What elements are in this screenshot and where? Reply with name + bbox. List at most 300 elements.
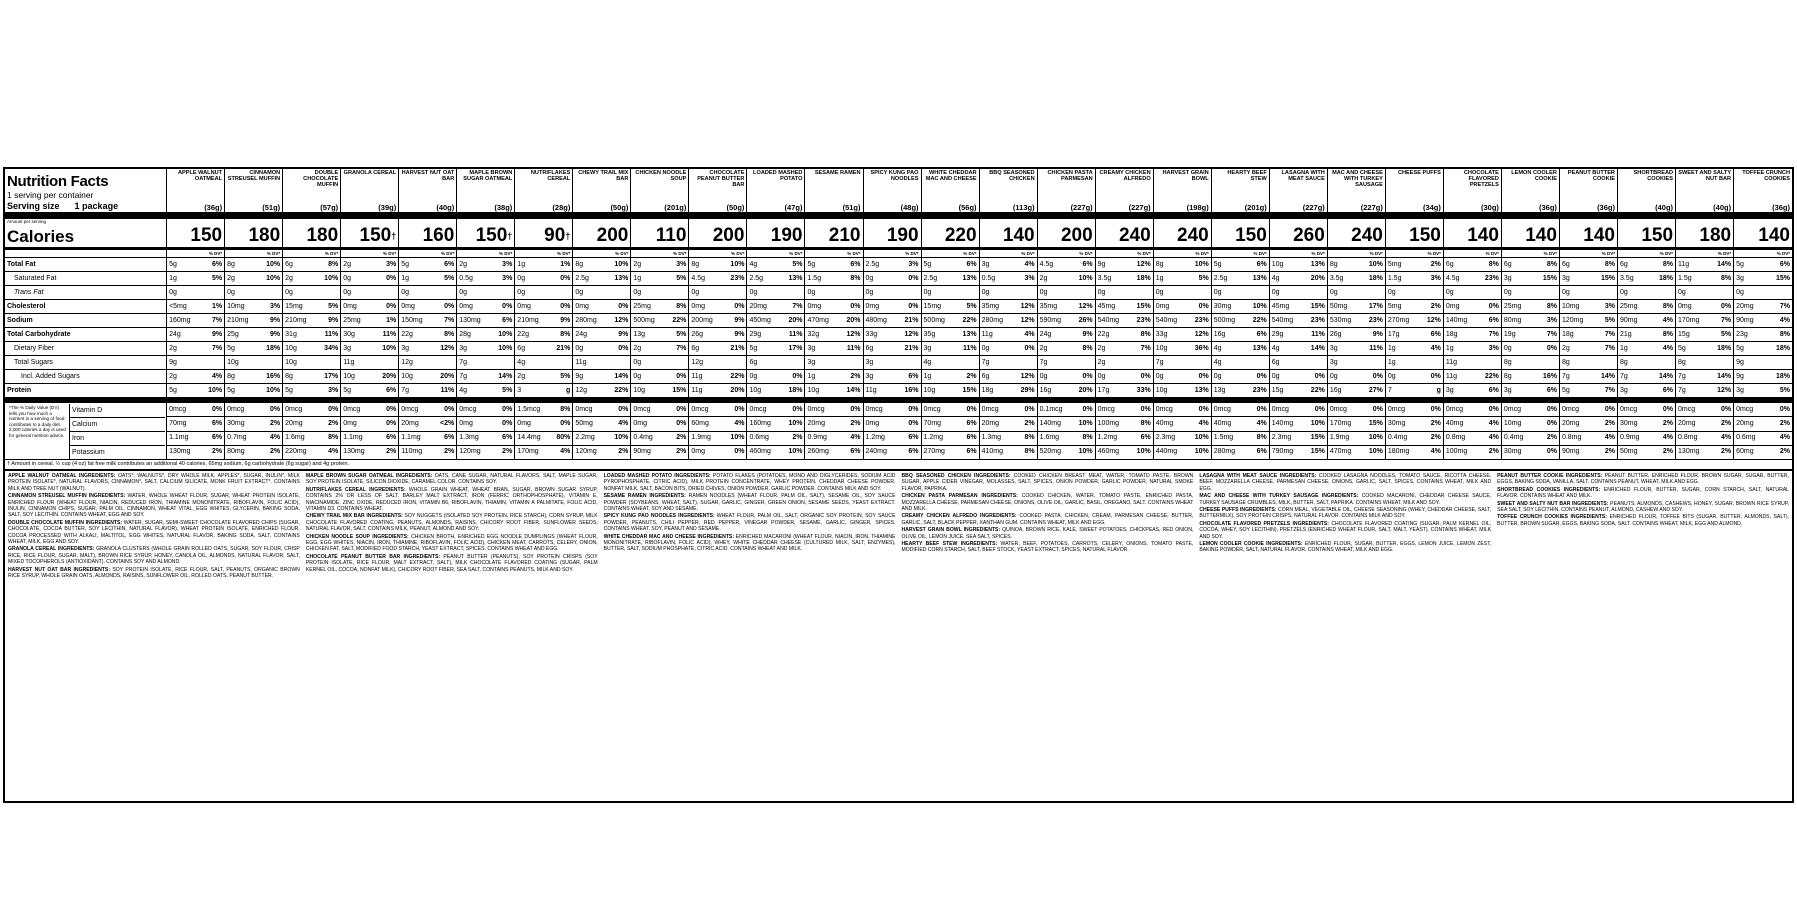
potassium-amount: 60mg [1734, 445, 1767, 459]
product-name-sesame-ramen: SESAME RAMEN [805, 169, 863, 190]
dietary-fiber-amount: 10g [1153, 342, 1186, 356]
total-fat-amount: 5g [921, 258, 954, 272]
total-sugars-dv [316, 356, 341, 370]
calcium-amount: 20mg [1676, 417, 1709, 431]
potassium-amount: 440mg [1153, 445, 1186, 459]
total-sugars-dv [200, 356, 225, 370]
iron-dv: 2% [664, 431, 689, 445]
iron-dv: 2% [1534, 431, 1559, 445]
total-sugars-amount: 6g [1269, 356, 1302, 370]
total-carbohydrate-amount: 35g [921, 328, 954, 342]
vitamin-d-dv: 0% [1708, 403, 1733, 417]
total-sugars-dv [1592, 356, 1617, 370]
vitamin-d-dv: 0% [1592, 403, 1617, 417]
trans-fat-amount: 0g [1269, 286, 1302, 300]
cholesterol-amount: 0mg [1153, 300, 1186, 314]
potassium-dv: 2% [606, 445, 631, 459]
total-sugars-dv [374, 356, 399, 370]
sodium-dv: 23% [1186, 314, 1211, 328]
sodium-amount: 90mg [1617, 314, 1650, 328]
calories-number: 90 [544, 225, 566, 246]
label-total-sugars: Total Sugars [5, 356, 167, 370]
ingredient-title: NUTRIFLAKES CEREAL INGREDIENTS: [305, 486, 406, 493]
vitamin-d-dv: 0% [1418, 403, 1443, 417]
added-sugars-dv: 5% [548, 370, 573, 384]
dv-header: % DV* [1095, 250, 1153, 258]
added-sugars-amount: 8g [283, 370, 316, 384]
ingredient-text: COOKED LASAGNA NOODLES, TOMATO SAUCE, RICOTTA CHEESE, BEEF, MOZZARELLA CHEESE, PARMESAN CHEESE, ONIONS, GARLIC, SALT, SPICES. CONTAINS WHEAT, MILK AND EGG. [1199, 473, 1492, 492]
dietary-fiber-dv: 7% [1592, 342, 1617, 356]
cholesterol-dv: 0% [722, 300, 747, 314]
added-sugars-dv: 14% [1650, 370, 1675, 384]
total-carbohydrate-dv: 9% [606, 328, 631, 342]
iron-amount: 1.9mg [1327, 431, 1360, 445]
dietary-fiber-amount: 0g [1501, 342, 1534, 356]
vitamin-d-dv: 0% [1070, 403, 1095, 417]
protein-dv: 6% [374, 384, 399, 398]
trans-fat-amount: 0g [515, 286, 548, 300]
calcium-dv: 6% [954, 417, 979, 431]
ingredient-statement [1497, 501, 1789, 514]
sodium-dv: 12% [1012, 314, 1037, 328]
iron-amount: 14.4mg [515, 431, 548, 445]
cholesterol-amount: 0mg [689, 300, 722, 314]
vitamin-d-dv: 0% [1012, 403, 1037, 417]
amount-per-serving: Amount per serving [7, 219, 47, 224]
calories-value: 140 [1443, 225, 1501, 247]
ingredient-title: HEARTY BEEF STEW INGREDIENTS: [901, 541, 998, 548]
ingredient-statement [1199, 493, 1491, 506]
ingredient-title: SWEET AND SALTY NUT BAR INGREDIENTS: [1497, 500, 1609, 507]
cholesterol-amount: 0mg [399, 300, 432, 314]
total-carbohydrate-dv: 11% [316, 328, 341, 342]
calories-value: 240 [1327, 225, 1385, 247]
trans-fat-amount: 0g [1501, 286, 1534, 300]
sodium-amount: 210mg [225, 314, 258, 328]
vitamin-d-amount: 0mcg [1617, 403, 1650, 417]
added-sugars-amount: 10g [341, 370, 374, 384]
saturated-fat-amount: 2.5g [1211, 272, 1244, 286]
potassium-amount: 170mg [515, 445, 548, 459]
potassium-dv: 2% [1476, 445, 1501, 459]
total-fat-dv: 8% [316, 258, 341, 272]
vitamin-d-amount: 0mcg [341, 403, 374, 417]
total-carbohydrate-dv: 10% [490, 328, 515, 342]
potassium-dv: 4% [316, 445, 341, 459]
protein-dv: g [548, 384, 573, 398]
product-name-creamy-chicken-alfredo: CREAMY CHICKEN ALFREDO [1095, 169, 1153, 190]
added-sugars-dv: 2% [954, 370, 979, 384]
trans-fat-dv [1534, 286, 1559, 300]
ingredient-text: PEANUT BUTTER (PEANUTS), SOY PROTEIN CRISPS (SOY PROTEIN ISOLATE, RICE FLOUR, MALT EXTRACT, SALT), MILK CHOCOLATE FLAVORED COATING (SUGAR, PALM KERNEL OIL, COCOA, NONFAT MILK), CHICORY ROOT FIBER, SEA SALT. CONTAINS PEANUTS, MILK AND SOY. [305, 553, 598, 573]
calcium-amount: 0mg [515, 417, 548, 431]
vitamin-d-amount: 0mcg [1676, 403, 1709, 417]
ingredient-title: CHEESE PUFFS INGREDIENTS: [1199, 507, 1277, 514]
total-sugars-amount: 8g [1676, 356, 1709, 370]
cholesterol-amount: 0mg [573, 300, 606, 314]
dietary-fiber-dv: 11% [838, 342, 863, 356]
total-sugars-dv [780, 356, 805, 370]
total-fat-amount: 5g [1211, 258, 1244, 272]
sodium-dv: 6% [1476, 314, 1501, 328]
saturated-fat-dv: 0% [548, 272, 573, 286]
product-name-apple-walnut-oatmeal: APPLE WALNUT OATMEAL [167, 169, 225, 190]
vitamin-d-amount: 0mcg [805, 403, 838, 417]
trans-fat-amount: 0g [921, 286, 954, 300]
total-carbohydrate-amount: 19g [1501, 328, 1534, 342]
ingredient-text: COOKED CHICKEN, WATER, TOMATO PASTE, ENRICHED PASTA, MOZZARELLA CHEESE, PARMESAN CHEESE, ONIONS, OLIVE OIL, GARLIC, BASIL, OREGANO, SALT. CONTAINS WHEAT AND MILK. [901, 493, 1194, 513]
ingredients-column [1196, 471, 1494, 801]
saturated-fat-amount: 0g [515, 272, 548, 286]
vitamin-d-amount: 0mcg [1443, 403, 1476, 417]
total-sugars-dv [1708, 356, 1733, 370]
protein-dv: 20% [1070, 384, 1095, 398]
ingredient-text: WATER, SUGAR, SEMI-SWEET CHOCOLATE FLAVORED CHIPS (SUGAR, CHOCOLATE, COCOA BUTTER, SOY LECITHIN, NATURAL FLAVOR), WHEAT PROTEIN ISOLATE, ENRICHED FLOUR, COCOA PROCESSED WITH ALKALI, MALTITOL, EGG WHITES, NATURAL FLAVOR, BAKING SODA, SALT. CONTAINS WHEAT, MILK, EGG AND SOY. [8, 519, 300, 546]
sodium-dv: 20% [838, 314, 863, 328]
dietary-fiber-dv: 4% [1650, 342, 1675, 356]
total-sugars-amount: 8g [1501, 356, 1534, 370]
protein-amount: 5g [225, 384, 258, 398]
product-name-hearty-beef-stew: HEARTY BEEF STEW [1211, 169, 1269, 190]
added-sugars-dv: 0% [1186, 370, 1211, 384]
cholesterol-amount: 45mg [1269, 300, 1302, 314]
protein-dv: 18% [780, 384, 805, 398]
dv-header: % DV* [1385, 250, 1443, 258]
total-fat-dv: 6% [838, 258, 863, 272]
protein-amount: 15g [1269, 384, 1302, 398]
added-sugars-dv: 12% [1012, 370, 1037, 384]
vitamin-d-amount: 0mcg [1269, 403, 1302, 417]
trans-fat-amount: 0g [1676, 286, 1709, 300]
serving-weight: (113g) [979, 200, 1037, 212]
calcium-dv: 2% [838, 417, 863, 431]
total-fat-amount: 6g [1559, 258, 1592, 272]
total-fat-amount: 1g [515, 258, 548, 272]
sodium-amount: 210mg [283, 314, 316, 328]
ingredients-column [1494, 471, 1792, 801]
sodium-amount: 130mg [457, 314, 490, 328]
dv-header: % DV* [283, 250, 341, 258]
total-sugars-amount: 8g [1559, 356, 1592, 370]
dietary-fiber-dv: 13% [1244, 342, 1269, 356]
trans-fat-dv [1767, 286, 1792, 300]
trans-fat-dv [896, 286, 921, 300]
cholesterol-amount: 25mg [1617, 300, 1650, 314]
added-sugars-dv: 14% [490, 370, 515, 384]
dietary-fiber-amount: 3g [341, 342, 374, 356]
trans-fat-dv [1418, 286, 1443, 300]
saturated-fat-amount: 1.5g [1385, 272, 1418, 286]
sodium-amount: 500mg [921, 314, 954, 328]
dietary-fiber-dv: 36% [1186, 342, 1211, 356]
trans-fat-amount: 0g [1095, 286, 1128, 300]
serving-weight: (201g) [1211, 200, 1269, 212]
sodium-amount: 80mg [1501, 314, 1534, 328]
potassium-amount: 120mg [573, 445, 606, 459]
saturated-fat-dv: 3% [490, 272, 515, 286]
ingredient-statement [306, 487, 598, 513]
dietary-fiber-dv: 7% [664, 342, 689, 356]
calcium-dv: 0% [490, 417, 515, 431]
total-sugars-dv [1128, 356, 1153, 370]
protein-dv: 5% [490, 384, 515, 398]
sodium-dv: 22% [664, 314, 689, 328]
total-carbohydrate-dv: 9% [258, 328, 283, 342]
total-carbohydrate-dv: 7% [1592, 328, 1617, 342]
ingredient-statement [306, 513, 598, 532]
ingredient-statement [902, 513, 1194, 526]
calcium-dv: 4% [1476, 417, 1501, 431]
cereal-footnote: † Amount in cereal. ½ cup (4 oz) fat free milk contributes an additional 40 calories, 65mg sodium, 6g carbohydrate (6g sugar) and 4g protein. [5, 459, 1792, 469]
calories-value: 140 [1734, 225, 1792, 247]
total-fat-amount: 9g [1095, 258, 1128, 272]
dagger-mark: † [507, 231, 513, 241]
vitamin-d-dv: 0% [606, 403, 631, 417]
total-fat-dv: 13% [1302, 258, 1327, 272]
cholesterol-dv: 5% [954, 300, 979, 314]
product-name-lasagna-with-meat-sauce: LASAGNA WITH MEAT SAUCE [1269, 169, 1327, 190]
sodium-dv: 1% [374, 314, 399, 328]
protein-amount: 5g [1559, 384, 1592, 398]
iron-amount: 0.8mg [1443, 431, 1476, 445]
label-trans-fat: Trans Fat [5, 286, 167, 300]
potassium-amount: 130mg [167, 445, 200, 459]
ingredient-title: MAPLE BROWN SUGAR OATMEAL INGREDIENTS: [305, 473, 433, 479]
ingredient-statement [902, 473, 1194, 492]
saturated-fat-amount: 2g [225, 272, 258, 286]
calcium-dv: 2% [316, 417, 341, 431]
ingredient-text: CHICKEN BROTH, ENRICHED EGG NOODLE DUMPLINGS (WHEAT FLOUR, EGG, EGG WHITES, NIACIN, IRON, THIAMINE, RIBOFLAVIN, FOLIC ACID), CHICKEN MEAT, CARROTS, CELERY, ONION, CHICKEN FAT, SALT, MODIFIED FOOD STARCH, YEAST EXTRACT, SPICES. CONTAINS WHEAT AND EGG. [305, 533, 598, 553]
dietary-fiber-dv: 18% [258, 342, 283, 356]
label-sodium: Sodium [5, 314, 167, 328]
sodium-amount: 500mg [1211, 314, 1244, 328]
saturated-fat-dv: 3% [1418, 272, 1443, 286]
ingredient-statement [1199, 521, 1491, 540]
iron-amount: 0.4mg [1385, 431, 1418, 445]
calcium-amount: 60mg [689, 417, 722, 431]
calcium-amount: 140mg [1037, 417, 1070, 431]
total-carbohydrate-amount: 24g [167, 328, 200, 342]
iron-dv: 10% [606, 431, 631, 445]
dietary-fiber-amount: 3g [457, 342, 490, 356]
added-sugars-dv: 0% [1070, 370, 1095, 384]
iron-dv: 6% [896, 431, 921, 445]
calories-value: 200 [573, 225, 631, 247]
total-sugars-amount: 2g [1095, 356, 1128, 370]
calories-number: 150 [475, 225, 508, 246]
trans-fat-dv [1476, 286, 1501, 300]
potassium-dv: 2% [1650, 445, 1675, 459]
sodium-amount: 90mg [1734, 314, 1767, 328]
protein-dv: 15% [664, 384, 689, 398]
added-sugars-amount: 0g [1037, 370, 1070, 384]
product-name-shortbread-cookies: SHORTBREAD COOKIES [1617, 169, 1675, 190]
calcium-dv: 0% [664, 417, 689, 431]
ingredients-column [303, 471, 601, 801]
saturated-fat-amount: 2.5g [573, 272, 606, 286]
calories-value: 140 [1501, 225, 1559, 247]
added-sugars-amount: 10g [399, 370, 432, 384]
dietary-fiber-amount: 3g [921, 342, 954, 356]
sodium-dv: 7% [432, 314, 457, 328]
serving-weight: (40g) [399, 200, 457, 212]
sodium-dv: 9% [258, 314, 283, 328]
total-carbohydrate-amount: 29g [747, 328, 780, 342]
iron-dv: 6% [1128, 431, 1153, 445]
total-carbohydrate-dv: 11% [374, 328, 399, 342]
added-sugars-dv: 17% [316, 370, 341, 384]
dv-header: % DV* [1676, 250, 1734, 258]
saturated-fat-dv: 18% [1650, 272, 1675, 286]
sodium-dv: 9% [722, 314, 747, 328]
cholesterol-amount: 35mg [1037, 300, 1070, 314]
vitamin-d-amount: 0mcg [225, 403, 258, 417]
sodium-dv: 3% [1534, 314, 1559, 328]
calcium-dv: 0% [896, 417, 921, 431]
calcium-dv: 0% [1534, 417, 1559, 431]
serving-weight: (51g) [805, 200, 863, 212]
label-total-fat: Total Fat [5, 258, 167, 272]
ingredient-text: CORN MEAL, VEGETABLE OIL, CHEESE SEASONING (WHEY, CHEDDAR CHEESE, SALT, BUTTERMILK), SOY PROTEIN CRISPS, NATURAL FLAVOR. CONTAINS MILK AND SOY. [1199, 507, 1492, 520]
product-name-white-cheddar-mac-and-cheese: WHITE CHEDDAR MAC AND CHEESE [921, 169, 979, 190]
protein-dv: 11% [432, 384, 457, 398]
saturated-fat-amount: 3g [1734, 272, 1767, 286]
iron-dv: 10% [722, 431, 747, 445]
protein-amount: 3 [515, 384, 548, 398]
protein-amount: 16g [1037, 384, 1070, 398]
dv-header: % DV* [1501, 250, 1559, 258]
iron-amount: 0.8mg [1676, 431, 1709, 445]
cholesterol-amount: 45mg [1095, 300, 1128, 314]
dietary-fiber-dv: 7% [200, 342, 225, 356]
total-fat-amount: 4g [747, 258, 780, 272]
trans-fat-amount: 0g [689, 286, 722, 300]
calcium-amount: 40mg [1211, 417, 1244, 431]
total-sugars-dv [1534, 356, 1559, 370]
protein-amount: 3g [1734, 384, 1767, 398]
total-fat-dv: 6% [1767, 258, 1792, 272]
added-sugars-dv: 6% [896, 370, 921, 384]
total-carbohydrate-dv: 12% [1186, 328, 1211, 342]
trans-fat-amount: 0g [341, 286, 374, 300]
trans-fat-dv [1070, 286, 1095, 300]
total-sugars-amount: 9g [1734, 356, 1767, 370]
ingredient-text: COOKED CHICKEN BREAST MEAT, WATER, TOMATO PASTE, BROWN SUGAR, APPLE CIDER VINEGAR, MOLASSES, SALT, SPICES, ONION POWDER, GARLIC POWDER, NATURAL SMOKE FLAVOR, PAPRIKA. [901, 473, 1194, 492]
total-fat-dv: 3% [896, 258, 921, 272]
dietary-fiber-amount: 1g [1443, 342, 1476, 356]
added-sugars-amount: 0g [1269, 370, 1302, 384]
total-carbohydrate-amount: 18g [1559, 328, 1592, 342]
sodium-amount: 120mg [1559, 314, 1592, 328]
potassium-amount: 80mg [225, 445, 258, 459]
protein-amount: 7g [399, 384, 432, 398]
calories-value: 110 [631, 225, 689, 247]
protein-dv: 15% [954, 384, 979, 398]
dv-header: % DV* [631, 250, 689, 258]
added-sugars-amount: 7g [1559, 370, 1592, 384]
iron-dv: 6% [954, 431, 979, 445]
total-fat-dv: 10% [1186, 258, 1211, 272]
sodium-amount: 530mg [1327, 314, 1360, 328]
vitamin-d-dv: 0% [490, 403, 515, 417]
total-sugars-dv [664, 356, 689, 370]
protein-amount: 18g [979, 384, 1012, 398]
sodium-dv: 23% [1128, 314, 1153, 328]
sodium-amount: 160mg [167, 314, 200, 328]
serving-weight: (34g) [1385, 200, 1443, 212]
sodium-amount: 280mg [573, 314, 606, 328]
added-sugars-amount: 7g [1617, 370, 1650, 384]
ingredient-statement [604, 473, 896, 492]
calories-value: 180 [225, 225, 283, 247]
product-name-harvest-nut-oat-bar: HARVEST NUT OAT BAR [399, 169, 457, 190]
cholesterol-dv: 0% [374, 300, 399, 314]
ingredient-title: LOADED MASHED POTATO INGREDIENTS: [603, 473, 711, 479]
dietary-fiber-amount: 3g [399, 342, 432, 356]
dietary-fiber-dv: 10% [490, 342, 515, 356]
iron-dv: 2% [1418, 431, 1443, 445]
ingredient-title: SESAME RAMEN INGREDIENTS: [603, 493, 686, 500]
ingredients-column [5, 471, 303, 801]
protein-amount: 11g [863, 384, 896, 398]
saturated-fat-dv: 18% [1128, 272, 1153, 286]
total-carbohydrate-amount: 31g [283, 328, 316, 342]
cholesterol-dv: 0% [1186, 300, 1211, 314]
sodium-amount: 470mg [805, 314, 838, 328]
sodium-amount: 170mg [1676, 314, 1709, 328]
added-sugars-amount: 0g [1327, 370, 1360, 384]
cholesterol-dv: 0% [490, 300, 515, 314]
serving-weight: (36g) [167, 200, 225, 212]
total-sugars-amount: 7g [1037, 356, 1070, 370]
protein-amount: 5g [283, 384, 316, 398]
ingredient-title: LEMON COOLER COOKIE INGREDIENTS: [1199, 541, 1303, 548]
added-sugars-amount: 7g [1676, 370, 1709, 384]
cholesterol-dv: 10% [1244, 300, 1269, 314]
ingredients-section [5, 469, 1792, 801]
trans-fat-amount: 0g [283, 286, 316, 300]
label-protein: Protein [5, 384, 167, 398]
serving-weight: (28g) [515, 200, 573, 212]
protein-amount: 16g [1327, 384, 1360, 398]
potassium-dv: 2% [200, 445, 225, 459]
ingredient-title: CREAMY CHICKEN ALFREDO INGREDIENTS: [901, 513, 1017, 520]
serving-weight: (50g) [573, 200, 631, 212]
cholesterol-dv: 0% [548, 300, 573, 314]
total-sugars-amount: 11g [341, 356, 374, 370]
total-fat-amount: 5g [167, 258, 200, 272]
serving-weight: (47g) [747, 200, 805, 212]
vitamin-d-dv: 0% [432, 403, 457, 417]
ingredient-text: ENRICHED FLOUR, TOFFEE BITS (SUGAR, BUTTER, ALMONDS, SALT), BUTTER, BROWN SUGAR, EGGS, BAKING SODA, SALT. CONTAINS WHEAT, MILK, EGG AND ALMOND. [1497, 514, 1789, 527]
product-name-double-chocolate-muffin: DOUBLE CHOCOLATE MUFFIN [283, 169, 341, 190]
serving-weight: (227g) [1037, 200, 1095, 212]
protein-dv: 6% [1476, 384, 1501, 398]
protein-dv: 6% [1650, 384, 1675, 398]
potassium-dv: 6% [896, 445, 921, 459]
sodium-dv: 20% [780, 314, 805, 328]
added-sugars-dv: 0% [664, 370, 689, 384]
calories-value: 260 [1269, 225, 1327, 247]
total-carbohydrate-dv: 9% [722, 328, 747, 342]
vitamin-d-amount: 0mcg [863, 403, 896, 417]
cholesterol-dv: 12% [1070, 300, 1095, 314]
total-carbohydrate-dv: 13% [954, 328, 979, 342]
dv-header: % DV* [1153, 250, 1211, 258]
cholesterol-dv: 8% [664, 300, 689, 314]
potassium-amount: 110mg [399, 445, 432, 459]
product-name-cinnamon-streusel-muffin: CINNAMON STREUSEL MUFFIN [225, 169, 283, 190]
